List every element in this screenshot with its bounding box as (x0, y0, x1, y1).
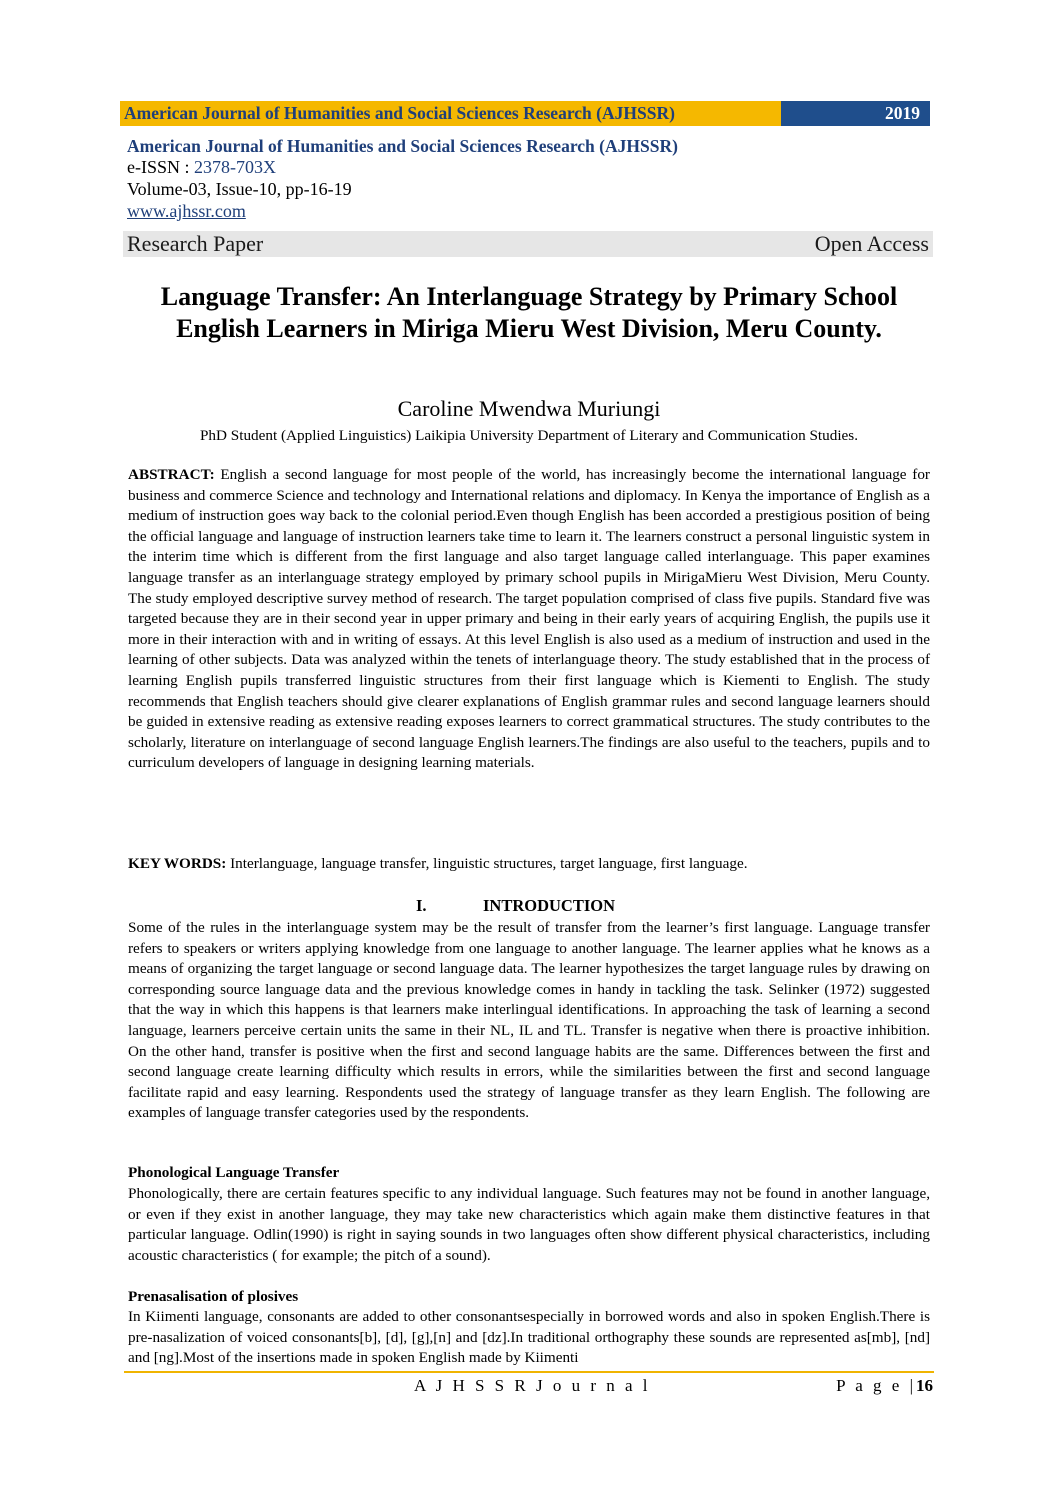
running-header-year: 2019 (781, 101, 930, 126)
running-header-journal: American Journal of Humanities and Social Sciences Research (AJHSSR) (120, 101, 781, 126)
page-footer (128, 1376, 933, 1396)
paper-type-band (123, 231, 933, 257)
prenasalisation-heading: Prenasalisation of plosives (128, 1288, 299, 1305)
phonological-text: Phonologically, there are certain features specific to any individual language. Such features may not be found in another language, or even if they exist in another language, they may take new characteristics which again make them distinctive features in that particular language. Odlin(1990) is right in saying sounds in two languages often show different physical characteristics, including acoustic characteristics ( for example; the pitch of a sound). (128, 1185, 930, 1264)
keywords (128, 854, 930, 875)
footer-journal: A J H S S R J o u r n a l (414, 1376, 651, 1395)
issn-line (127, 156, 932, 178)
keywords-label: KEY WORDS: (128, 855, 227, 872)
author-name: Caroline Mwendwa Muriungi (397, 396, 661, 421)
abstract-text: English a second language for most people of the world, has increasingly become the international language for business and commerce Science and technology and International relations and diplomacy. In Kenya the importance of English as a medium of instruction goes way back to the colonial period.Even though English has been accorded a prestigious position of being the official language and language of instruction learners take time to learn it. The learners construct a personal linguistic system in the interim time which is different from the first language and also target language called interlanguage. This paper examines language transfer as an interlanguage strategy employed by primary school pupils in MirigaMieru West Division, Meru County. The study employed descriptive survey method of research. The target population comprised of class five pupils. Standard five was targeted because they are in their second year in upper primary and being in their early years of acquiring English, the pupils use it more in their interaction with and in writing of essays. At this level English is also used as a medium of instruction and used in the learning of other subjects. Data was analyzed within the tenets of interlanguage theory. The study established that in the process of learning English pupils transferred linguistic structures from their first language which is Kiementi to English. The study recommends that English teachers should give clearer explanations of English grammar rules and second language learners should be guided in extensive reading as extensive reading exposes learners to correct grammatical structures. The study contributes to the scholarly, literature on interlanguage of second language English learners.The findings are also useful to the teachers, pupils and to curriculum developers of language in designing learning materials. (128, 466, 930, 772)
article-title: Language Transfer: An Interlanguage Strategy by Primary School English Learners in Miriga Mieru West Division, Meru County. (160, 282, 898, 343)
abstract (128, 465, 930, 774)
running-header (120, 101, 930, 126)
access-type: Open Access (814, 231, 929, 256)
keywords-text: Interlanguage, language transfer, linguistic structures, target language, first language. (226, 855, 748, 872)
footer-page-number: 16 (916, 1376, 933, 1395)
journal-info (127, 136, 932, 222)
section-number: I. (416, 896, 427, 915)
volume-line: Volume-03, Issue-10, pp-16-19 (127, 179, 352, 199)
prenasalisation-text: In Kiimenti language, consonants are added to other consonantsespecially in borrowed words and also in spoken English.There is pre-nasalization of voiced consonants[b], [d], [g],[n] and [dz].In traditional orthography these sounds are represented as[mb], [nd] and [ng].Most of the insertions made in spoken English made by Kiimenti (128, 1308, 930, 1367)
footer-page (836, 1376, 933, 1396)
abstract-label: ABSTRACT: (128, 466, 215, 483)
footer-page-label: P a g e | (836, 1376, 916, 1395)
journal-title: American Journal of Humanities and Social Sciences Research (AJHSSR) (127, 136, 678, 156)
phonological-heading: Phonological Language Transfer (128, 1164, 340, 1181)
journal-url-link[interactable]: www.ajhssr.com (127, 201, 246, 221)
issn-label: e-ISSN : (127, 157, 194, 177)
issn-value: 2378-703X (194, 157, 276, 177)
author-affiliation: PhD Student (Applied Linguistics) Laikipia University Department of Literary and Communication Studies. (199, 427, 858, 444)
section-title: INTRODUCTION (483, 896, 616, 915)
footer-rule (124, 1371, 934, 1373)
introduction-text: Some of the rules in the interlanguage system may be the result of transfer from the learner’s first language. Language transfer refers to speakers or writers applying knowledge from one language to another language. The learner applies what he knows as a means of organizing the target language or second language data. The learner hypothesizes the target language rules by drawing on corresponding source language data and the previous knowledge comes in handy in tackling the task. Selinker (1972) suggested that the way in which this happens is that learners make interlingual identifications. In approaching the task of learning a second language, learners perceive certain units the same in their NL, IL and TL. Transfer is negative when there is proactive inhibition. On the other hand, transfer is positive when the first and second language habits are the same. Differences between the first and second language create learning difficulty which results in errors, while the similarities between the first and second language facilitate rapid and easy learning. Respondents used the strategy of language transfer as they learn English. The following are examples of language transfer categories used by the respondents. (128, 919, 930, 1122)
paper-type: Research Paper (127, 231, 264, 256)
